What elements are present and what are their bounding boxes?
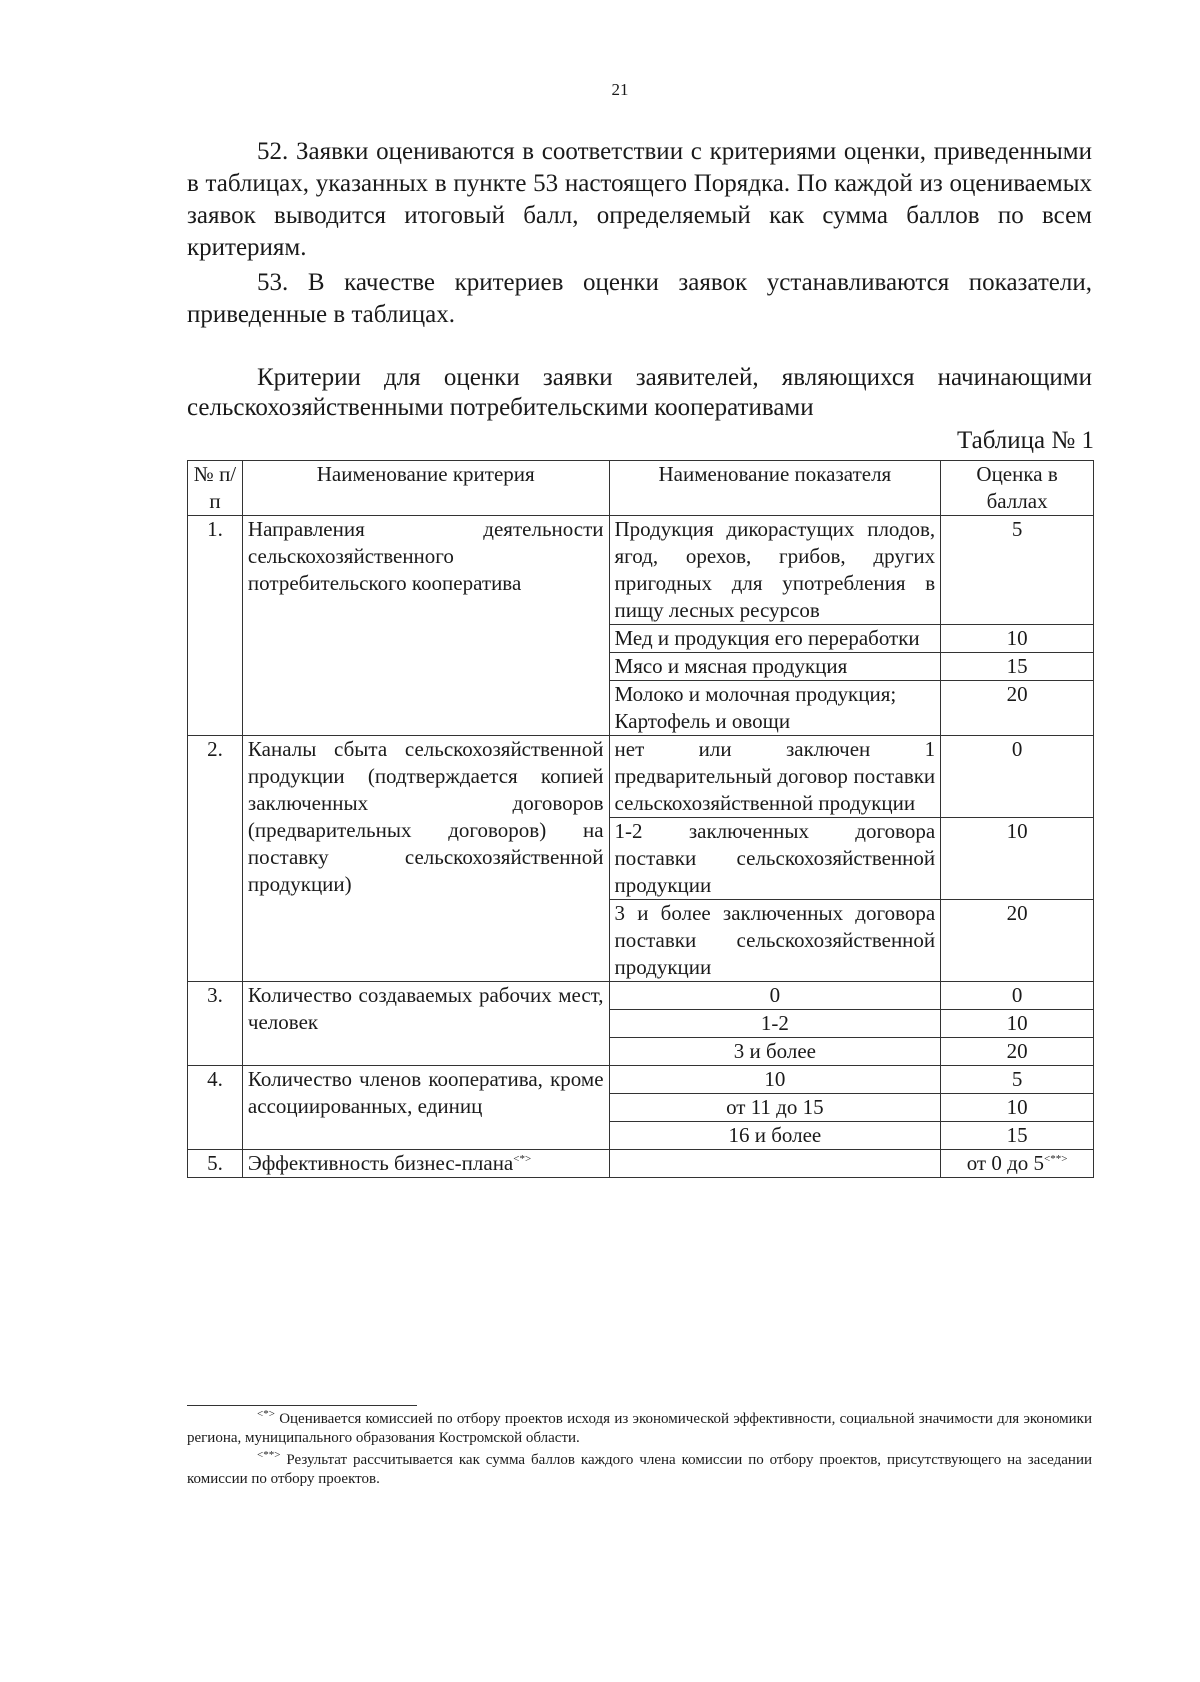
row-number: 3.: [188, 982, 243, 1066]
score-cell: 0: [941, 982, 1094, 1010]
table-title: Критерии для оценки заявки заявителей, являющихся начинающими сельскохозяйственными потребительскими кооперативами: [187, 364, 1092, 421]
score-cell: 10: [941, 1010, 1094, 1038]
row-number: 4.: [188, 1066, 243, 1150]
score-cell: 15: [941, 1122, 1094, 1150]
criterion-cell: Количество членов кооператива, кроме ассоциированных, единиц: [242, 1066, 609, 1150]
footnote-ref: <**>: [1044, 1153, 1068, 1165]
header-criterion: Наименование критерия: [242, 461, 609, 516]
score-cell: [941, 1150, 1094, 1178]
header-indicator: Наименование показателя: [609, 461, 941, 516]
indicator-cell: 0: [609, 982, 941, 1010]
paragraph-53: 53. В качестве критериев оценки заявок устанавливаются показатели, приведенные в таблицах.: [187, 269, 1092, 328]
score-cell: 5: [941, 516, 1094, 625]
indicator-text: Молоко и молочная продукция;: [614, 682, 897, 706]
score-cell: 10: [941, 1094, 1094, 1122]
footnote-mark: <**>: [257, 1449, 281, 1461]
score-text: от 0 до 5: [966, 1151, 1045, 1175]
footnote-ref: <*>: [513, 1153, 532, 1165]
criterion-cell: Каналы сбыта сельскохозяйственной продукции (подтверждается копией заключенных договоров (предварительных договоров) на поставку сельскохозяйственной продукции): [242, 736, 609, 982]
header-score: Оценка в баллах: [941, 461, 1094, 516]
indicator-cell: [609, 681, 941, 736]
row-number: 2.: [188, 736, 243, 982]
footnote-mark: <*>: [257, 1408, 275, 1420]
table-row: [188, 982, 1094, 1010]
criteria-table: [187, 460, 1094, 1178]
indicator-cell: Мед и продукция его переработки: [609, 625, 941, 653]
criterion-cell: Направления деятельности сельскохозяйственного потребительского кооператива: [242, 516, 609, 736]
footnote-1: [187, 1410, 1092, 1448]
table-row: [188, 516, 1094, 625]
indicator-cell: Продукция дикорастущих плодов, ягод, орехов, грибов, других пригодных для употребления в пищу лесных ресурсов: [609, 516, 941, 625]
page-number: 21: [611, 80, 629, 99]
footnote-text: Оценивается комиссией по отбору проектов исходя из экономической эффективности, социальной значимости для экономики региона, муниципального образования Костромской области.: [187, 1411, 1092, 1446]
table-label: Таблица № 1: [956, 427, 1094, 454]
footnote-text: Результат рассчитывается как сумма баллов каждого члена комиссии по отбору проектов, присутствующего на заседании комиссии по отбору проектов.: [187, 1452, 1092, 1487]
indicator-cell: [609, 1150, 941, 1178]
indicator-cell: нет или заключен 1 предварительный договор поставки сельскохозяйственной продукции: [609, 736, 941, 818]
score-cell: 10: [941, 818, 1094, 900]
table-row: [188, 1150, 1094, 1178]
indicator-cell: 16 и более: [609, 1122, 941, 1150]
score-cell: 20: [941, 900, 1094, 982]
footnote-2: [187, 1451, 1092, 1489]
paragraph-52: 52. Заявки оцениваются в соответствии с критериями оценки, приведенными в таблицах, указанных в пункте 53 настоящего Порядка. По каждой из оцениваемых заявок выводится итоговый балл, определяемый как сумма баллов по всем критериям.: [187, 138, 1092, 261]
indicator-cell: 10: [609, 1066, 941, 1094]
indicator-cell: 1-2 заключенных договора поставки сельскохозяйственной продукции: [609, 818, 941, 900]
header-num: № п/п: [188, 461, 243, 516]
table-row: [188, 736, 1094, 818]
indicator-cell: 3 и более заключенных договора поставки сельскохозяйственной продукции: [609, 900, 941, 982]
indicator-text: Картофель и овощи: [614, 709, 791, 733]
table-header-row: [188, 461, 1094, 516]
indicator-cell: от 11 до 15: [609, 1094, 941, 1122]
score-cell: 5: [941, 1066, 1094, 1094]
indicator-cell: Мясо и мясная продукция: [609, 653, 941, 681]
indicator-cell: 3 и более: [609, 1038, 941, 1066]
criterion-text: Эффективность бизнес-плана: [247, 1151, 514, 1175]
score-cell: 15: [941, 653, 1094, 681]
footnote-divider: [187, 1405, 417, 1406]
score-cell: 20: [941, 681, 1094, 736]
criterion-cell: Количество создаваемых рабочих мест, человек: [242, 982, 609, 1066]
score-cell: 10: [941, 625, 1094, 653]
row-number: 5.: [188, 1150, 243, 1178]
row-number: 1.: [188, 516, 243, 736]
score-cell: 0: [941, 736, 1094, 818]
criterion-cell: [242, 1150, 609, 1178]
score-cell: 20: [941, 1038, 1094, 1066]
indicator-cell: 1-2: [609, 1010, 941, 1038]
table-row: [188, 1066, 1094, 1094]
